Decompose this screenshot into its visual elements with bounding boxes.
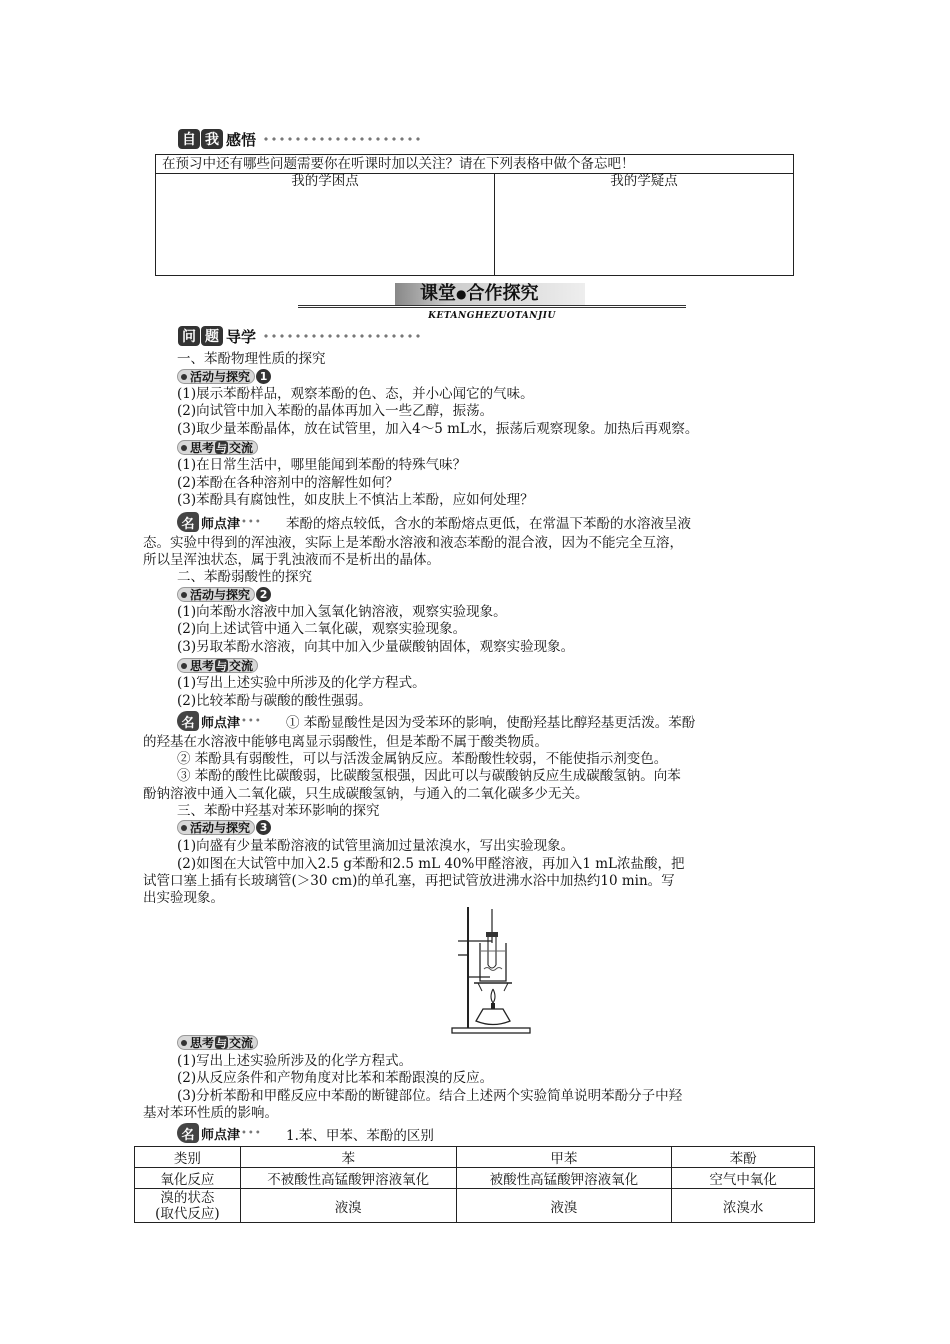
header-box: 我 bbox=[201, 129, 223, 149]
list-item: (1)展示苯酚样品，观察苯酚的色、态，并小心闻它的气味。 bbox=[177, 386, 534, 402]
table-cell: 不被酸性高锰酸钾溶液氧化 bbox=[240, 1168, 456, 1189]
tag-label: 思考 bbox=[190, 1036, 215, 1050]
tip-text: 的羟基在水溶液中能够电离显示弱酸性，但是苯酚不属于酸类物质。 bbox=[143, 734, 548, 750]
list-item: 基对苯环性质的影响。 bbox=[143, 1105, 278, 1121]
tag-label: 与 bbox=[216, 441, 228, 455]
list-item: (2)比较苯酚与碳酸的酸性强弱。 bbox=[177, 693, 372, 709]
tag-label: 交流 bbox=[229, 659, 254, 673]
tip-text: 酚钠溶液中通入二氧化碳，只生成碳酸氢钠，与通入的二氧化碳多少无关。 bbox=[143, 786, 589, 802]
teacher-icon: 名 bbox=[177, 512, 199, 532]
tag-dots: ••• bbox=[241, 1127, 262, 1139]
list-item: (3)取少量苯酚晶体，放在试管里，加入4～5 mL水，振荡后观察现象。加热后再观察。 bbox=[177, 421, 699, 437]
list-item: (2)向上述试管中通入二氧化碳，观察实验现象。 bbox=[177, 621, 467, 637]
banner-title-part: 合作探究 bbox=[466, 283, 539, 304]
table-cell: 液溴 bbox=[456, 1189, 672, 1223]
banner-rule bbox=[298, 305, 686, 308]
list-item: (3)分析苯酚和甲醛反应中苯酚的断键部位。结合上述两个实验简单说明苯酚分子中羟 bbox=[177, 1088, 683, 1104]
table-header: 甲苯 bbox=[456, 1147, 672, 1168]
comparison-table bbox=[134, 1146, 815, 1223]
tag-label: 交流 bbox=[229, 1036, 254, 1050]
column-header: 我的学困点 bbox=[291, 173, 359, 189]
table-cell-line: 溴的状态 bbox=[160, 1189, 215, 1206]
table-cell bbox=[135, 1189, 241, 1223]
tag-label: 交流 bbox=[229, 441, 254, 455]
table-cell: 液溴 bbox=[240, 1189, 456, 1223]
teacher-icon: 名 bbox=[177, 1123, 199, 1143]
header-box: 题 bbox=[201, 326, 223, 346]
tag-label: 与 bbox=[216, 659, 228, 673]
list-item: (2)从反应条件和产物角度对比苯和苯酚跟溴的反应。 bbox=[177, 1070, 494, 1086]
list-item: (2)苯酚在各种溶剂中的溶解性如何？ bbox=[177, 475, 399, 491]
dotted-rule bbox=[262, 135, 422, 143]
teacher-tip-tag bbox=[177, 512, 262, 532]
tag-label: 活动与探究 bbox=[190, 821, 251, 835]
table-cell: 浓溴水 bbox=[672, 1189, 815, 1223]
tag-label: 思考 bbox=[190, 441, 215, 455]
difficulty-cell[interactable] bbox=[157, 191, 493, 275]
header-box: 自 bbox=[178, 129, 200, 149]
list-item: (2)向试管中加入苯酚的晶体再加入一些乙醇，振荡。 bbox=[177, 403, 494, 419]
tag-label: 师点津 bbox=[201, 516, 241, 532]
section-heading: 三、苯酚中羟基对苯环影响的探究 bbox=[177, 803, 380, 819]
list-item: 试管口塞上插有长玻璃管(＞30 cm)的单孔塞，再把试管放进沸水浴中加热约10 min。写 bbox=[143, 873, 675, 889]
tag-label: 思考 bbox=[190, 659, 215, 673]
banner-title-part: 课堂 bbox=[420, 283, 456, 304]
tag-dots: ••• bbox=[241, 715, 262, 727]
doubt-cell[interactable] bbox=[496, 191, 792, 275]
table-cell-line: (取代反应) bbox=[155, 1205, 220, 1222]
tip-text: 1.苯、甲苯、苯酚的区别 bbox=[286, 1128, 434, 1144]
list-item: (3)苯酚具有腐蚀性，如皮肤上不慎沾上苯酚，应如何处理？ bbox=[177, 492, 534, 508]
tip-text: ② 苯酚具有弱酸性，可以与活泼金属钠反应。苯酚酸性较弱，不能使指示剂变色。 bbox=[177, 751, 668, 767]
section-heading: 一、苯酚物理性质的探究 bbox=[177, 351, 326, 367]
activity-tag bbox=[177, 587, 271, 602]
activity-number: 3 bbox=[256, 820, 271, 835]
teacher-tip-tag bbox=[177, 711, 262, 731]
column-header: 我的学疑点 bbox=[610, 173, 678, 189]
think-tag bbox=[177, 658, 258, 673]
list-item: (2)如图在大试管中加入2.5 g苯酚和2.5 mL 40%甲醛溶液，再加入1 mL浓盐酸，把 bbox=[177, 856, 685, 872]
table-header-row bbox=[135, 1147, 815, 1168]
activity-tag bbox=[177, 369, 271, 384]
list-item: 出实验现象。 bbox=[143, 890, 224, 906]
list-item: (1)向苯酚水溶液中加入氢氧化钠溶液，观察实验现象。 bbox=[177, 604, 507, 620]
guide-header bbox=[178, 325, 422, 347]
table-cell: 氧化反应 bbox=[135, 1168, 241, 1189]
reflection-prompt: 在预习中还有哪些问题需要你在听课时加以关注？请在下列表格中做个备忘吧！ bbox=[162, 156, 635, 172]
teacher-icon: 名 bbox=[177, 711, 199, 731]
table-header: 苯酚 bbox=[672, 1147, 815, 1168]
tag-label: 与 bbox=[216, 1036, 228, 1050]
reflection-table bbox=[155, 154, 794, 276]
list-item: (1)在日常生活中，哪里能闻到苯酚的特殊气味？ bbox=[177, 457, 467, 473]
table-row bbox=[135, 1168, 815, 1189]
header-box: 问 bbox=[178, 326, 200, 346]
table-header: 类别 bbox=[135, 1147, 241, 1168]
activity-number: 1 bbox=[256, 369, 271, 384]
apparatus-figure bbox=[448, 905, 548, 1035]
list-item: (1)向盛有少量苯酚溶液的试管里滴加过量浓溴水，写出实验现象。 bbox=[177, 838, 575, 854]
tip-text: 态。实验中得到的浑浊液，实际上是苯酚水溶液和液态苯酚的混合液，因为不能完全互溶， bbox=[143, 535, 683, 551]
dotted-rule bbox=[262, 332, 422, 340]
activity-tag bbox=[177, 820, 271, 835]
tag-label: 师点津 bbox=[201, 1127, 241, 1143]
banner-subtitle: KETANGHEZUOTANJIU bbox=[428, 311, 556, 321]
table-row bbox=[135, 1189, 815, 1223]
list-item: (3)另取苯酚水溶液，向其中加入少量碳酸钠固体，观察实验现象。 bbox=[177, 639, 575, 655]
activity-number: 2 bbox=[256, 587, 271, 602]
tag-label: 师点津 bbox=[201, 715, 241, 731]
tip-text: 所以呈浑浊状态，属于乳浊液而不是析出的晶体。 bbox=[143, 552, 440, 568]
teacher-tip-tag bbox=[177, 1123, 262, 1143]
tag-label: 活动与探究 bbox=[190, 370, 251, 384]
self-reflection-header bbox=[178, 128, 422, 150]
list-item: (1)写出上述实验中所涉及的化学方程式。 bbox=[177, 675, 426, 691]
tip-text: 苯酚的熔点较低，含水的苯酚熔点更低，在常温下苯酚的水溶液呈液 bbox=[286, 516, 691, 532]
list-item: (1)写出上述实验所涉及的化学方程式。 bbox=[177, 1053, 413, 1069]
table-cell: 空气中氧化 bbox=[672, 1168, 815, 1189]
think-tag bbox=[177, 440, 258, 455]
tip-text: ① 苯酚显酸性是因为受苯环的影响，使酚羟基比醇羟基更活泼。苯酚 bbox=[286, 715, 696, 731]
tag-label: 活动与探究 bbox=[190, 588, 251, 602]
header-label: 感悟 bbox=[226, 130, 257, 149]
tag-dots: ••• bbox=[241, 516, 262, 528]
section-heading: 二、苯酚弱酸性的探究 bbox=[177, 569, 312, 585]
section-banner-title: 课堂●合作探究 bbox=[420, 283, 539, 304]
think-tag bbox=[177, 1035, 258, 1050]
tip-text: ③ 苯酚的酸性比碳酸弱，比碳酸氢根强，因此可以与碳酸钠反应生成碳酸氢钠。向苯 bbox=[177, 768, 681, 784]
table-header: 苯 bbox=[240, 1147, 456, 1168]
table-cell: 被酸性高锰酸钾溶液氧化 bbox=[456, 1168, 672, 1189]
header-label: 导学 bbox=[226, 327, 257, 346]
